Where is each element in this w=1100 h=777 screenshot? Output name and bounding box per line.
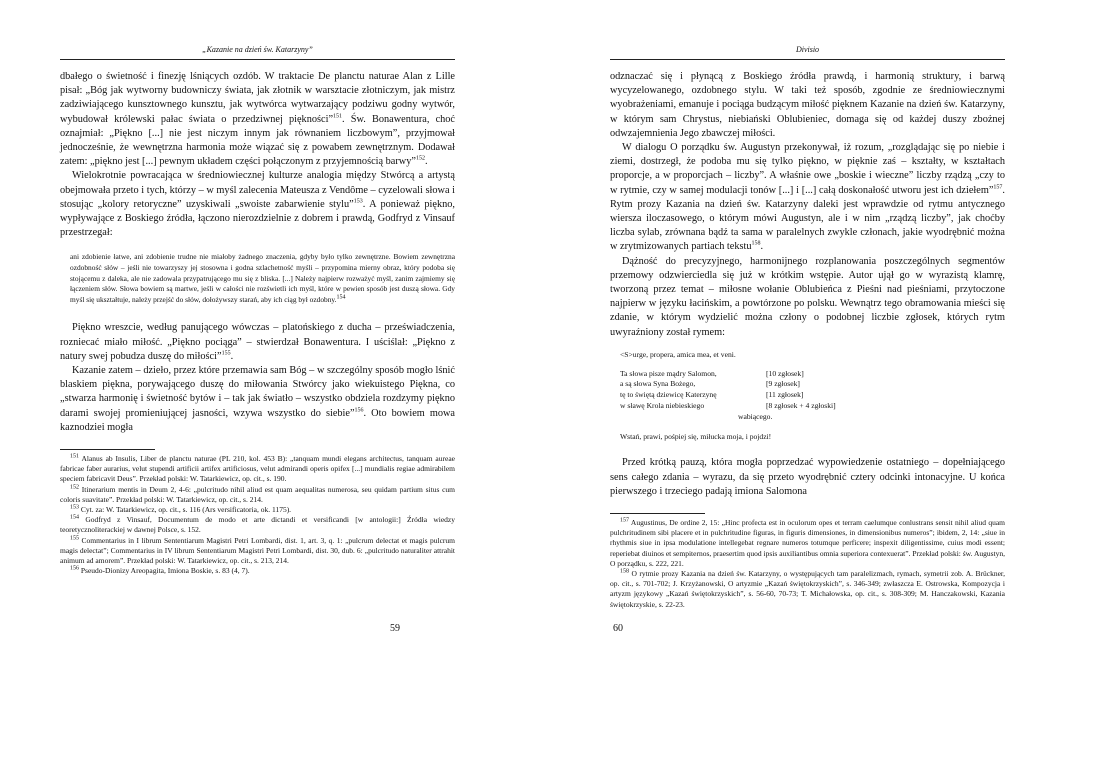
footnotes	[60, 454, 455, 576]
paragraph: Piękno wreszcie, według panującego wówczas – platońskiego z ducha – przeświadczenia, rozniecać miało miłość. „Piękno pociąga” – stwierdzał Bonawentura. I uściślał: „Piękno z natury swej pobudza duszę do miłości”$^{155}$.	[60, 322, 455, 362]
footnote: $^{158}$ O rytmie prozy Kazania na dzień św. Katarzyny, o występujących tam paralelizmach, rymach, symetrii zob. A. Brückner, op. cit., s. 701-702; J. Krzyżanowski, O artyzmie „Kazań świętokrzyskich”, s. 346-349; zwłaszcza E. Ostrowska, Kompozycja i artyzm językowy „Kazań świętokrzyskich”, s. 56-60, 70-73; T. Michałowska, op. cit., s. 308-309; M. Hanczakowski, Kazania świętokrzyskie, s. 22-23.	[610, 568, 1005, 609]
footnote: $^{152}$ Itinerarium mentis in Deum 2, 4-6: „pulcritudo nihil aliud est quam aequalitas numerosa, seu quidam partium situs cum coloris suavitate”. Przekład polski: W. Tatarkiewicz, op. cit., s. 214.	[60, 484, 456, 504]
footnotes	[610, 518, 1005, 610]
left-page	[60, 0, 455, 777]
page-number: 59	[390, 623, 400, 634]
footnote: $^{155}$ Commentarius in I librum Sententiarum Magistri Petri Lombardi, dist. 1, art. 3, q. 1: „pulcrum delectat et magis pulcrum magis delectat”; Commentarius in IV librum Sententiarum Magistri Petri Lombardi, dist. 30, dub. 6: „pulcritudo naturaliter attrahit animum ad amorem”. Przekład polski: W. Tatarkiewicz, op. cit., s. 213, 214.	[60, 535, 456, 566]
footnote: $^{151}$ Alanus ab Insulis, Liber de planctu naturae (PL 210, kol. 453 B): „tanquam mundi elegans architectus, tanquam aureae fabricae faber aurarius, velut stupendi artificii artifex artificiosus, velut admirandi operis opifex [...] mundialis regiae admirabilem speciem fabricavit Deus”. Przekład polski: W. Tatarkiewicz, op. cit., s. 190.	[60, 453, 455, 484]
verse-line: tę to świętą dziewicę Katerzynę [11 zgłosek]	[620, 390, 804, 400]
footnote-ref[interactable]: 151	[333, 113, 343, 120]
footnote-ref[interactable]: 158	[751, 241, 761, 248]
verse-salutation: Wstań, prawi, pośpiej się, miłucka moja, i pojdzi!	[620, 431, 772, 441]
footnote-rule	[610, 513, 705, 514]
paragraph: Kazanie zatem – dzieło, przez które przemawia sam Bóg – w szczególny sposób mogło lśnić blaskiem piękna, porywającego duszę do miłowania Stwórcy jako wiekuistego Piękna, co „stwarza harmonię i świetność bytów i – tak jak światło – wszystko obdziela rozdzymy piękno darami swojej promieniującej jasności, wzywa wszystko do siebie”$^{156}$. Oto bowiem mowa kaznodziei mogła	[60, 365, 455, 433]
paragraph: odznaczać się i płynącą z Boskiego źródła prawdą, i harmonią struktury, i barwą wycyzelowanego, ozdobnego stylu. W taki też sposób, zgodnie ze średniowiecznymi wyobrażeniami, emanuje i pociąga budzącym miłość pięknem Kazanie na dzień św. Katarzyny, w którym sam Chrystus, niebiański Oblubieniec, domaga się od każdej duszy zbożnej odwzajemnienia Jego zbawczej miłości.	[610, 71, 1005, 139]
verse-line: w sławę Krola niebieskiego [8 zgłosek + 4 zgłoski]	[620, 401, 836, 411]
footnote-ref[interactable]: 152	[415, 155, 425, 162]
page-number: 60	[613, 623, 623, 634]
footnote-ref[interactable]: 154	[336, 294, 346, 301]
paragraph: Przed krótką pauzą, która mogła poprzedzać wypowiedzenie ostatniego – dopełniającego sens całego zdania – wyrazu, da się przeto wyodrębnić cztery odcinki intonacyjne. U końca pierwszego i trzeciego padają imiona Salomona	[610, 457, 1005, 497]
verse-continuation: wabiącego.	[738, 411, 773, 421]
footnote: $^{153}$ Cyt. za: W. Tatarkiewicz, op. cit., s. 116 (Ars versificatoria, ok. 1175).	[70, 504, 292, 515]
main-text	[60, 70, 455, 576]
verse-block	[620, 350, 1005, 443]
footnote: $^{156}$ Pseudo-Dionizy Areopagita, Imiona Boskie, s. 83 (4, 7).	[70, 565, 250, 576]
verse-opening: <S>urge, propera, amica mea, et veni.	[620, 349, 736, 359]
footnote: $^{157}$ Augustinus, De ordine 2, 15: „Hinc profecta est in oculorum opes et terram caelumque conlustrans sensit nihil aliud quam pulchritudinem sibi placere et in pulchritudine figuras, in figuris dimensiones, in dimensionibus numeros”; ibidem, 2, 14: „siue in rhythmis siue in ipsa modulatione intellegebat regnare numeros totumque perficere; inspexit diligentissime, cuius modi essent; reperiebat diuinos et sempiternos, praesertim quod ipsis auxiliantibus omnia superiora contexuerat”. Przekład polski: św. Augustyn, O porządku, s. 222, 221.	[610, 517, 1005, 568]
running-header: Divisio	[795, 45, 820, 54]
paragraph: dbałego o świetność i finezję lśniących ozdób. W traktacie De planctu naturae Alan z Lille pisał: „Bóg jak wytworny budowniczy świata, jak złotnik w warsztacie złotniczym, jak mistrz zadziwiającego kunsztownego kunsztu, jak wytwórca wytwarzający podziwu godny wytwór, wybudował królewski pałac świata o przedziwnej piękności”$^{151}$. Św. Bonawentura, choć oznajmiał: „Piękno [...] nie jest niczym innym jak równaniem liczbowym”, przyjmował jednocześnie, że wewnętrzna harmonia może wiązać się z powabem zewnętrznym. Dodawał zatem: „piękno jest [...] pewnym układem części połączonym z przyjemnością barwy”$^{152}$.	[60, 71, 456, 168]
paragraph: W dialogu O porządku św. Augustyn przekonywał, iż rozum, „rozglądając się po niebie i ziemi, dostrzegł, że podoba mu się tylko piękno, w pięknie zaś – kształty, w kształtach proporcje, a w proporcjach – liczby”. A właśnie owe „boskie i wieczne” liczby rządzą „czy to w rytmie, czy w samej modulacji tonów [...] i [...] całą doskonałość utworu jest ich dziełem”$^{157}$. Rytm prozy Kazania na dzień św. Katarzyny daleki jest wprawdzie od rytmu antycznego wiersza iloczasowego, o którym mówi Augustyn, ale i w nim „rządzą liczby”, jak choćby liczba sylab, zrównana bądź ta sama w paralelnych zwykle członach, jakie wyodrębnić można w zrytmizowanych partiach tekstu$^{158}$.	[610, 142, 1005, 253]
verse-line: a są słowa Syna Bożego, [9 zgłosek]	[620, 379, 800, 389]
block-quote: ani zdobienie łatwe, ani zdobienie trudne nie miałoby żadnego znaczenia, gdyby było tylko zewnętrzne. Bowiem zewnętrzna ozdobność słów – jeśli nie towarzyszy jej stosowna i godna szlachetność myśli – przypomina mierny obraz, który podoba się stojącemu z daleka, ale nie zadowala przypatrującego mu się z bliska. [...] Należy najpierw rozważyć myśl, zanim zajmiemy się łączeniem słów. Słowa bowiem są martwe, jeśli w całości nie rozświetli ich myśl, które w pewien sposób jest duszą słowa. Gdy myśl się ukształtuje, należy przejść do słów, dołożywszy starań, aby ich ciąg był ozdobny.$^{154}$	[70, 252, 455, 304]
running-header: „Kazanie na dzień św. Katarzyny”	[202, 45, 313, 54]
header-rule	[610, 59, 1005, 60]
paragraph: Wielokrotnie powracająca w średniowiecznej kulturze analogia między Stwórcą a artystą obejmowała przeto i tych, którzy – w myśl zalecenia Mateusza z Vendôme – cyzelowali słowa i stosując „kolory retoryczne” uzyskiwali „swoiste zabarwienie stylu”$^{153}$. A ponieważ piękno, wypływające z Boskiego źródła, łączono nierozdzielnie z dobrem i prawdą, Godfryd z Vinsauf przestrzegał:	[60, 170, 455, 239]
paragraph: Dążność do precyzyjnego, harmonijnego rozplanowania poszczególnych segmentów przemowy odzwierciedla się już w krótkim wstępie. Autor ujął go w wyrazistą klamrę, tworzoną przez temat – miłosne wołanie Oblubieńca z Pieśni nad pieśniami, przytoczone najpierw w języku łacińskim, a powtórzone po polsku. Wewnątrz tego obramowania mieści się zdanie, w którym wydzielić można człony o podobnej liczbie zgłosek, których rytm uwyraźniony został rymem:	[610, 255, 1005, 338]
right-page	[610, 0, 1005, 777]
footnote-rule	[60, 449, 155, 450]
footnote: $^{154}$ Godfryd z Vinsauf, Documentum de modo et arte dictandi et versificandi [w antologii:] Źródła wiedzy teoretycznoliterackiej w dawnej Polsce, s. 152.	[60, 514, 456, 535]
footnote-ref[interactable]: 153	[353, 198, 363, 205]
footnote-ref[interactable]: 156	[354, 407, 364, 414]
footnote-ref[interactable]: 155	[221, 350, 231, 357]
footnote-ref[interactable]: 157	[993, 184, 1003, 191]
verse-line: Ta słowa pisze mądry Salomon, [10 zgłosek]	[620, 368, 804, 378]
header-rule	[60, 59, 455, 60]
main-text	[610, 70, 1005, 610]
